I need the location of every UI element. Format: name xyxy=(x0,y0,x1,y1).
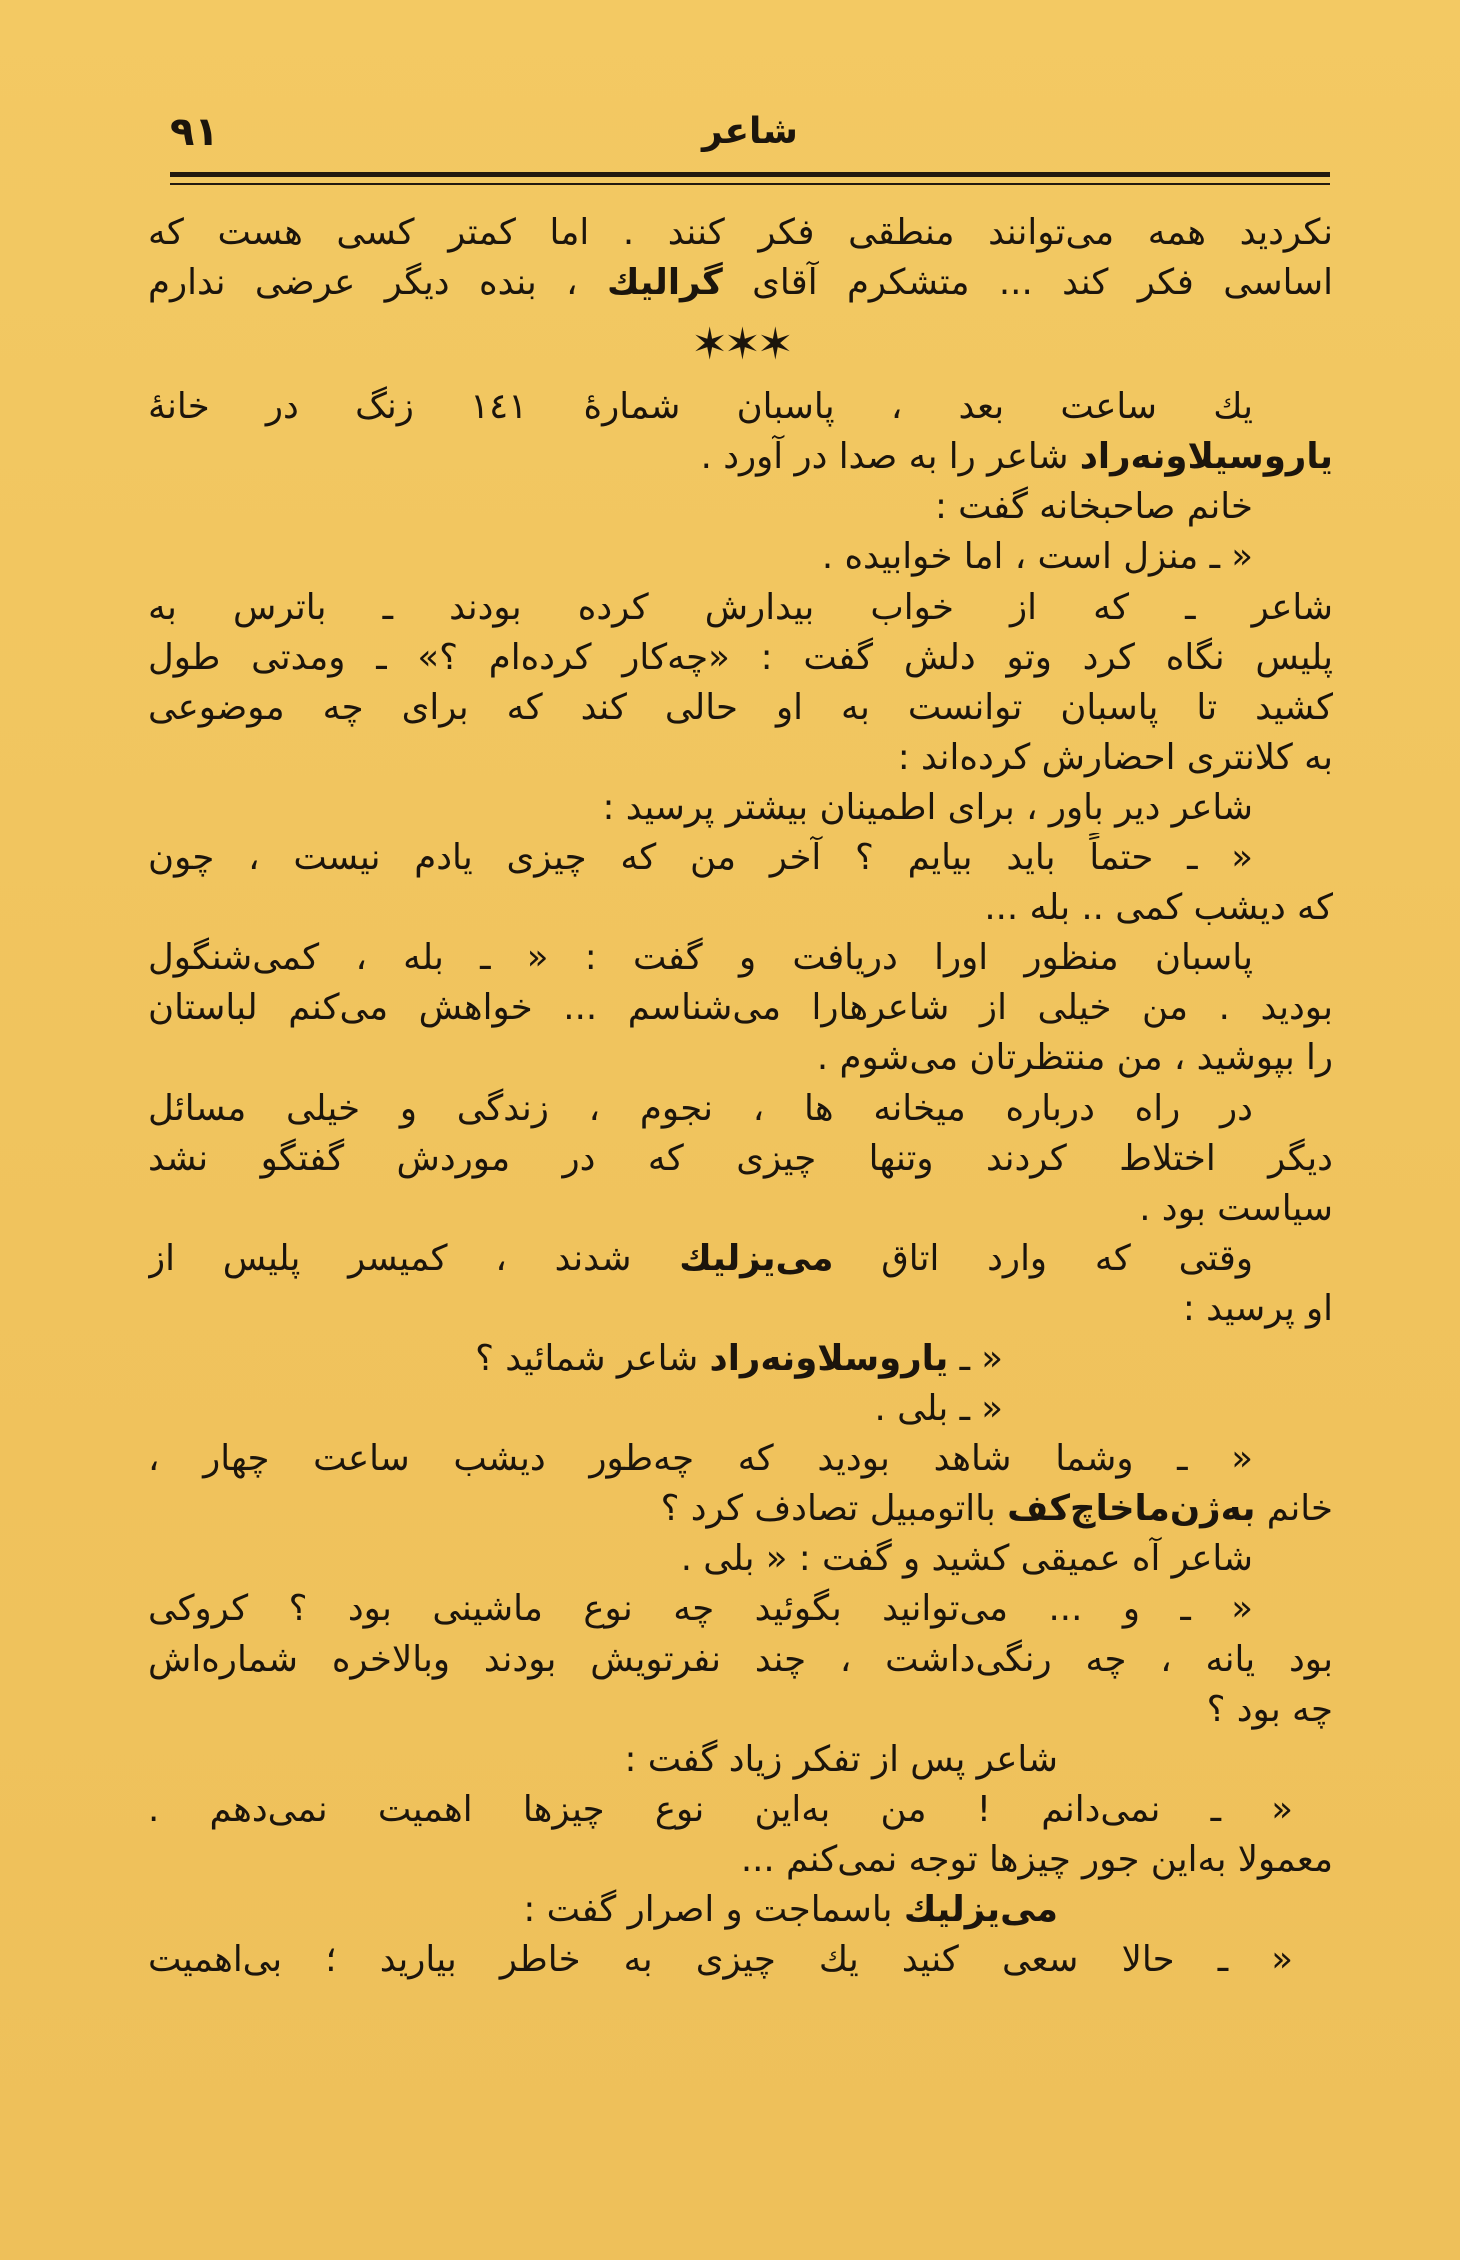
text-line: پلیس نگاه کرد وتو دلش گفت : «چه‌کار کرده‌ام ؟» ـ ومدتی طول xyxy=(148,636,1333,678)
text-line: سیاست بود . xyxy=(1139,1187,1333,1229)
text-line: به کلانتری احضارش کرده‌اند : xyxy=(897,736,1333,778)
text-line: « ـ منزل است ، اما خوابیده . xyxy=(821,536,1253,578)
text-line: چه بود ؟ xyxy=(1206,1688,1333,1730)
text-line: شاعر آه عمیقی کشید و گفت : « بلی . xyxy=(680,1538,1253,1580)
body-text xyxy=(148,208,1333,1985)
name-miezlik: می‌یزلیك xyxy=(903,1889,1058,1930)
text-line: وقتی که وارد اتاق می‌یزلیك شدند ، کمیسر پلیس از xyxy=(148,1237,1253,1279)
name-yaroslav: یاروسلاونه‌راد xyxy=(709,1337,949,1379)
section-separator: ✶✶✶ xyxy=(691,319,790,371)
text-line: « ـ حتماً باید بیایم ؟ آخر من که چیزی یادم نیست ، چون xyxy=(148,837,1253,879)
text-line: بودید . من خیلی از شاعرهارا می‌شناسم ... خواهش می‌کنم لباستان xyxy=(148,987,1333,1029)
page-header xyxy=(170,105,1330,165)
text-line: بود یانه ، چه رنگی‌داشت ، چند نفرتویش بودند وبالاخره شماره‌اش xyxy=(148,1638,1333,1680)
text-line: « ـ وشما شاهد بودید که چه‌طور دیشب ساعت چهار ، xyxy=(148,1438,1253,1480)
text-line: خانم به‌ژن‌ماخاچ‌کف بااتومبیل تصادف کرد ؟ xyxy=(660,1488,1333,1530)
text-line: یك ساعت بعد ، پاسبان شمارهٔ ۱٤۱ زنگ در خانهٔ xyxy=(148,386,1253,428)
text-line: « ـ یاروسلاونه‌راد شاعر شمائید ؟ xyxy=(475,1337,1003,1379)
name-bezhen: به‌ژن‌ماخاچ‌کف xyxy=(1007,1488,1256,1530)
name-gralik: گرالیك xyxy=(607,262,723,304)
header-rule-thin xyxy=(170,183,1330,185)
text-line: در راه درباره میخانه ها ، نجوم ، زندگی و خیلی مسائل xyxy=(148,1087,1253,1129)
header-rule-thick xyxy=(170,172,1330,177)
text-line: پاسبان منظور اورا دریافت و گفت : « ـ بله ، کمی‌شنگول xyxy=(148,937,1253,979)
text-line: « ـ و ... می‌توانید بگوئید چه نوع ماشینی بود ؟ کروکی xyxy=(148,1588,1253,1630)
text-line: کشید تا پاسبان توانست به او حالی کند که برای چه موضوعی xyxy=(148,686,1333,728)
text-line: اساسی فکر کند ... متشکرم آقای گرالیك ، بنده دیگر عرضی ندارم xyxy=(148,262,1333,304)
text-line: « ـ نمی‌دانم ! من به‌این نوع چیزها اهمیت نمی‌دهم . xyxy=(148,1788,1293,1830)
text-line: شاعر دیر باور ، برای اطمینان بیشتر پرسید : xyxy=(602,786,1253,828)
name-miezlik: می‌یزلیك xyxy=(679,1237,834,1279)
text-line: که دیشب کمی .. بله ... xyxy=(984,887,1333,929)
text-line: می‌یزلیك باسماجت و اصرار گفت : xyxy=(523,1889,1058,1930)
text-line: نکردید همه می‌توانند منطقی فکر کنند . اما کمتر کسی هست که xyxy=(148,212,1333,253)
text-line: خانم صاحبخانه گفت : xyxy=(934,486,1253,528)
text-line: « ـ حالا سعی کنید یك چیزی به خاطر بیارید ؛ بی‌اهمیت xyxy=(148,1939,1293,1981)
text-line: « ـ بلی . xyxy=(874,1388,1003,1430)
text-line: یاروسیلاونه‌راد شاعر را به صدا در آورد . xyxy=(700,436,1333,478)
text-line: را بپوشید ، من منتظرتان می‌شوم . xyxy=(816,1037,1333,1079)
name-yaroslav: یاروسیلاونه‌راد xyxy=(1079,436,1333,478)
text-line: شاعر پس از تفکر زیاد گفت : xyxy=(624,1738,1058,1780)
text-line: او پرسید : xyxy=(1182,1287,1333,1329)
running-head: شاعر xyxy=(702,111,798,152)
text-line: دیگر اختلاط کردند وتنها چیزی که در موردش گفتگو نشد xyxy=(148,1137,1333,1179)
text-line: شاعر ـ که از خواب بیدارش کرده بودند ـ باترس به xyxy=(148,586,1333,628)
page-number: ۹۱ xyxy=(170,109,219,155)
text-line: معمولا به‌این جور چیزها توجه نمی‌کنم ... xyxy=(740,1838,1333,1880)
